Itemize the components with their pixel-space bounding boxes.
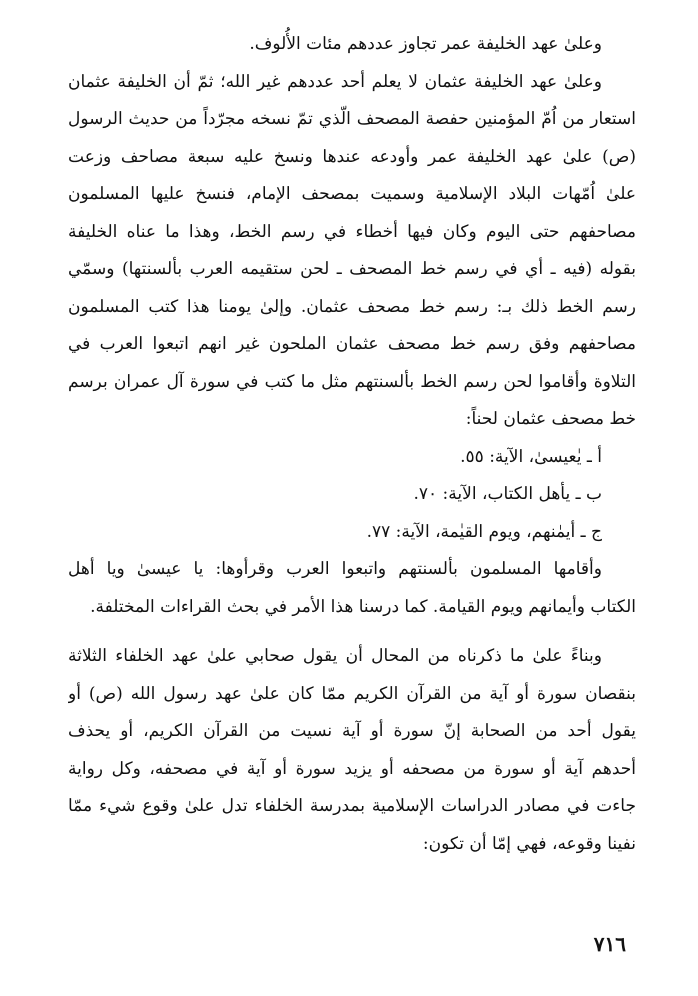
page-number: ٧١٦ [593, 932, 626, 956]
text-line-1: وعلىٰ عهد الخليفة عمر تجاوز عددهم مئات الأُلوف. [249, 34, 602, 54]
text-line-19: يقول أحد من الصحابة إنّ سورة أو آية نسيت من القرآن الكريم، أو يحذف [68, 721, 636, 741]
text-line-5: علىٰ اُمّهات البلاد الإسلامية وسميت بمصحف الإمام، فنسخ عليها المسلمون [68, 184, 636, 204]
text-line-20: أحدهم آية أو سورة من مصحفه أو يزيد سورة أو آية في مصحفه، وكل رواية [68, 758, 636, 779]
text-line-11: خط مصحف عثمان لحناً: [465, 409, 636, 429]
text-line-6: مصاحفهم حتى اليوم وكان فيها أخطاء في رسم الخط، وهذا ما عناه الخليفة [68, 221, 636, 242]
text-line-17: وبناءً علىٰ ما ذكرناه من المحال أن يقول صحابي علىٰ عهد الخلفاء الثلاثة [68, 646, 602, 666]
text-line-7: بقوله (فيه ـ أي في رسم خط المصحف ـ لحن ستقيمه العرب بألسنتها) وسمّي [68, 259, 636, 279]
text-line-21: جاءت في مصادر الدراسات الإسلامية بمدرسة الخلفاء تدل علىٰ وقوع شيء ممّا [68, 796, 636, 816]
list-item-b: ب ـ يأهل الكتاب، الآية: ٧٠. [413, 484, 602, 504]
text-line-18: بنقصان سورة أو آية من القرآن الكريم ممّا كان علىٰ عهد رسول الله (ص) أو [68, 683, 636, 704]
text-line-22: نفينا وقوعه، فهي إمّا أن تكون: [422, 833, 636, 854]
list-item-a: أ ـ يٰعيسىٰ، الآية: ٥٥. [460, 446, 602, 467]
text-line-9: مصاحفهم وفق رسم خط مصحف عثمان الملحون غير انهم اتبعوا العرب في [68, 334, 636, 354]
text-line-15: وأقامها المسلمون بألسنتهم واتبعوا العرب وقرأوها: يا عيسىٰ ويا أهل [68, 559, 602, 579]
text-line-2: وعلىٰ عهد الخليفة عثمان لا يعلم أحد عددهم غير الله؛ ثمّ أن الخليفة عثمان [68, 71, 602, 92]
text-line-8: رسم الخط ذلك بـ: رسم خط مصحف عثمان. وإلىٰ يومنا هذا كتب المسلمون [68, 296, 636, 317]
text-line-4: (ص) علىٰ عهد الخليفة عمر وأودعه عندها ونسخ عليه سبعة مصاحف وزعت [68, 146, 636, 167]
paragraph-gap [68, 626, 636, 638]
text-line-3: استعار من اُمّ المؤمنين حفصة المصحف الّذي تمّ نسخه مجرّداً من حديث الرسول [68, 109, 636, 129]
document-body [68, 26, 636, 863]
text-line-10: التلاوة وأقاموا لحن رسم الخط بألسنتهم مثل ما كتب في سورة آل عمران برسم [68, 371, 636, 392]
text-line-16: الكتاب وأيمانهم ويوم القيامة. كما درسنا هذا الأمر في بحث القراءات المختلفة. [90, 596, 636, 617]
list-item-c: ج ـ أيمٰنهم، ويوم القيٰمة، الآية: ٧٧. [366, 521, 602, 542]
